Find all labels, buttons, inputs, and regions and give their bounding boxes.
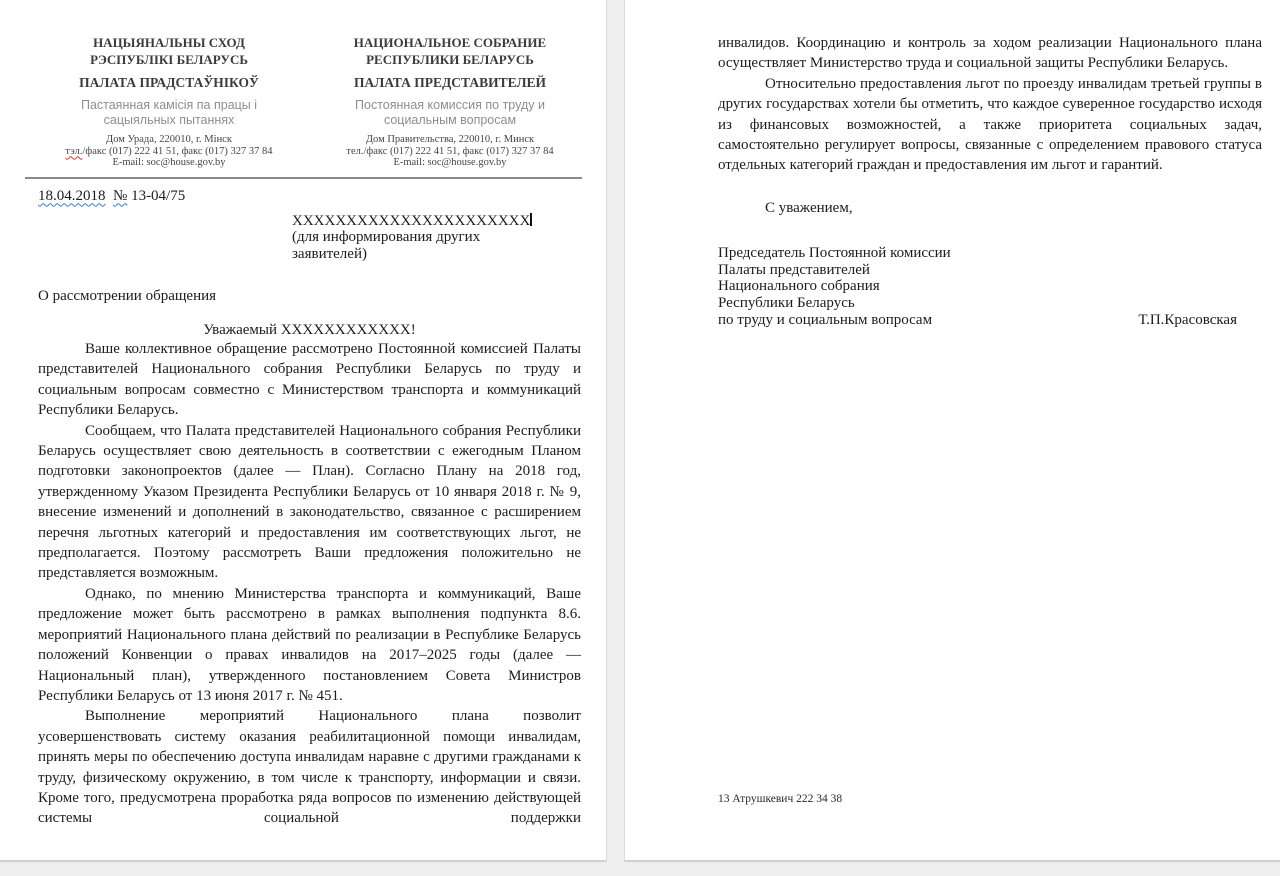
org-name-ru-line2: РЕСПУБЛИКИ БЕЛАРУСЬ <box>366 52 534 67</box>
addressee-redacted: XXXXXXXXXXXXXXXXXXXXXX <box>292 212 531 229</box>
letterhead-left-belarusian <box>38 34 300 169</box>
signature-line: Республики Беларусь <box>718 295 855 312</box>
chamber-name-ru: ПАЛАТА ПРЕДСТАВИТЕЛЕЙ <box>353 75 547 90</box>
letter-date: 18.04.2018 <box>38 187 106 204</box>
paragraph: Относительно предоставления льгот по проезду инвалидам третьей группы в других государствах хотели бы отметить, что каждое суверенное государство исходя из финансовых возможностей, а также приоритета социальных задач, самостоятельно регулирует вопросы, связанные с определением правового статуса отдельных категорий граждан и предоставления им льгот и гарантий. <box>718 75 1262 174</box>
paragraph: Однако, по мнению Министерства транспорта и коммуникаций, Ваше предложение может быть рассмотрено в рамках выполнения подпункта 8.6. мероприятий Национального плана действий по реализации в Республике Беларусь положений Конвенции о правах инвалидов на 2017–2025 годы (далее — Национальный план), утвержденного постановлением Совета Министров Республики Беларусь от 13 июня 2017 г. № 451. <box>38 585 581 704</box>
page-2-content <box>625 0 1280 329</box>
signature-line: Председатель Постоянной комиссии <box>718 244 951 261</box>
executor-footer-note: 13 Атрушкевич 222 34 38 <box>718 793 843 805</box>
page-1-content <box>0 0 606 829</box>
letterhead-divider <box>25 177 582 179</box>
text-cursor <box>530 213 532 226</box>
addressee-block <box>292 213 532 263</box>
reference-line <box>38 188 581 205</box>
phone-by: тэл./факс (017) 222 41 51, факс (017) 327 37 84 <box>65 145 273 157</box>
phone-ru: тел./факс (017) 222 41 51, факс (017) 327 37 84 <box>346 145 554 157</box>
chamber-name-by: ПАЛАТА ПРАДСТАЎНІКОЎ <box>79 75 259 90</box>
commission-name-ru: Постоянная комиссия по труду и социальным вопросам <box>355 98 545 127</box>
addressee-note: (для информирования других заявителей) <box>292 229 481 262</box>
org-name-by-line2: РЭСПУБЛІКІ БЕЛАРУСЬ <box>90 52 248 67</box>
signature-block <box>718 245 1262 329</box>
number-sign: № <box>113 187 128 204</box>
org-name-by-line1: НАЦЫЯНАЛЬНЫ СХОД <box>93 35 245 50</box>
signature-line: Национального собрания <box>718 278 880 295</box>
subject-line: О рассмотрении обращения <box>38 288 217 304</box>
paragraph: Ваше коллективное обращение рассмотрено Постоянной комиссией Палаты представителей Национального собрания Республики Беларусь по труду и социальным вопросам совместно с Министерством транспорта и коммуникаций Республики Беларусь. <box>38 341 581 419</box>
paragraph: Выполнение мероприятий Национального плана позволит усовершенствовать систему оказания реабилитационной помощи инвалидам, принять меры по обеспечению доступа инвалидам наравне с другими гражданами к труду, физическому окружению, в том числе к транспорту, информации и связи. Кроме того, предусмотрена проработка ряда вопросов по изменению действующей системы социальной поддержки <box>38 708 581 827</box>
letterhead-right-russian <box>319 34 581 169</box>
paragraph-continuation: инвалидов. Координацию и контроль за ходом реализации Национального плана осуществляет Министерство труда и социальной защиты Республики Беларусь. <box>718 35 1262 72</box>
salutation: Уважаемый XXXXXXXXXXXX! <box>203 322 416 338</box>
signer-name: Т.П.Красовская <box>1138 312 1237 329</box>
signature-line: Палаты представителей <box>718 261 870 278</box>
email-ru: E-mail: soc@house.gov.by <box>393 157 507 168</box>
closing-line: С уважением, <box>765 199 853 216</box>
letter-number: 13-04/75 <box>131 187 186 204</box>
address-ru: Дом Правительства, 220010, г. Минск <box>365 134 535 145</box>
paragraph: Сообщаем, что Палата представителей Национального собрания Республики Беларусь осуществляет свою деятельность в соответствии с ежегодным Планом подготовки законопроектов (далее — План). Согласно Плану на 2018 год, утвержденному Указом Президента Республики Беларусь от 10 января 2018 г. № 9, внесение изменений и дополнений в законодательство, связанное с расширением перечня льготных категорий и предоставления им соответствующих льгот, не предполагается. Поэтому рассмотреть Ваши предложения положительно не представляется возможным. <box>38 422 581 582</box>
email-by: E-mail: soc@house.gov.by <box>112 157 226 168</box>
misspelled-word: тэл. <box>65 145 83 157</box>
signature-line: по труду и социальным вопросам <box>718 312 933 329</box>
address-by: Дом Урада, 220010, г. Мінск <box>106 134 232 145</box>
commission-name-by: Пастаянная камісія па працы і сацыяльных пытаннях <box>80 98 258 127</box>
letterhead <box>38 34 581 169</box>
page-2[interactable] <box>624 0 1280 862</box>
page-1[interactable] <box>0 0 607 862</box>
org-name-ru-line1: НАЦИОНАЛЬНОЕ СОБРАНИЕ <box>353 35 547 50</box>
